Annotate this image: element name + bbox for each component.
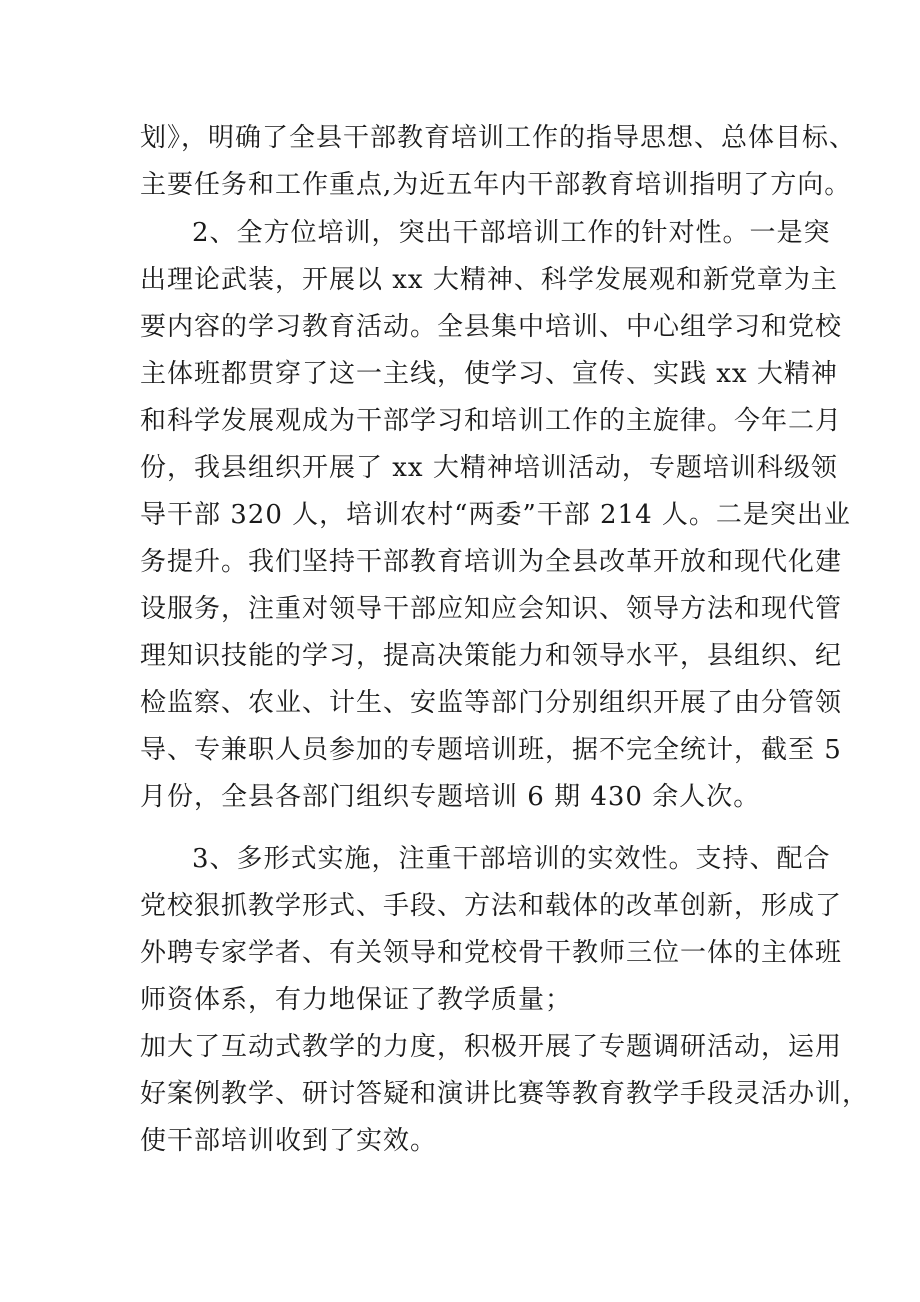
text-line: 份，我县组织开展了 xx 大精神培训活动，专题培训科级领 xyxy=(140,453,838,483)
text-line: 检监察、农业、计生、安监等部门分别组织开展了由分管领 xyxy=(140,688,843,718)
text-line: 主体班都贯穿了这一主线，使学习、宣传、实践 xx 大精神 xyxy=(140,359,838,389)
text-line: 师资体系，有力地保证了教学质量； xyxy=(140,985,573,1015)
text-line: 划》，明确了全县干部教育培训工作的指导思想、总体目标、 xyxy=(140,123,857,153)
text-line: 要内容的学习教育活动。全县集中培训、中心组学习和党校 xyxy=(140,312,843,342)
text-line: 理知识技能的学习，提高决策能力和领导水平，县组织、纪 xyxy=(140,641,843,671)
text-line: 外聘专家学者、有关领导和党校骨干教师三位一体的主体班 xyxy=(140,938,843,968)
text-line: 出理论武装，开展以 xx 大精神、科学发展观和新党章为主 xyxy=(140,265,838,295)
text-line: 3、多形式实施，注重干部培训的实效性。支持、配合 xyxy=(192,844,831,874)
text-line: 和科学发展观成为干部学习和培训工作的主旋律。今年二月 xyxy=(140,406,843,436)
text-line: 导干部 320 人，培训农村“两委”干部 214 人。二是突出业 xyxy=(140,500,851,530)
text-line: 2、全方位培训，突出干部培训工作的针对性。一是突 xyxy=(192,218,831,248)
text-line: 导、专兼职人员参加的专题培训班，据不完全统计，截至 5 xyxy=(140,735,842,765)
text-line: 务提升。我们坚持干部教育培训为全县改革开放和现代化建 xyxy=(140,547,843,577)
text-line: 使干部培训收到了实效。 xyxy=(140,1126,438,1156)
text-line: 好案例教学、研讨答疑和演讲比赛等教育教学手段灵活办训， xyxy=(140,1079,870,1109)
text-line: 党校狠抓教学形式、手段、方法和载体的改革创新，形成了 xyxy=(140,891,843,921)
text-line: 设服务，注重对领导干部应知应会知识、领导方法和现代管 xyxy=(140,594,843,624)
text-line: 加大了互动式教学的力度，积极开展了专题调研活动，运用 xyxy=(140,1032,843,1062)
text-line: 月份，全县各部门组织专题培训 6 期 430 余人次。 xyxy=(140,782,761,812)
text-line: 主要任务和工作重点,为近五年内干部教育培训指明了方向。 xyxy=(140,170,852,200)
